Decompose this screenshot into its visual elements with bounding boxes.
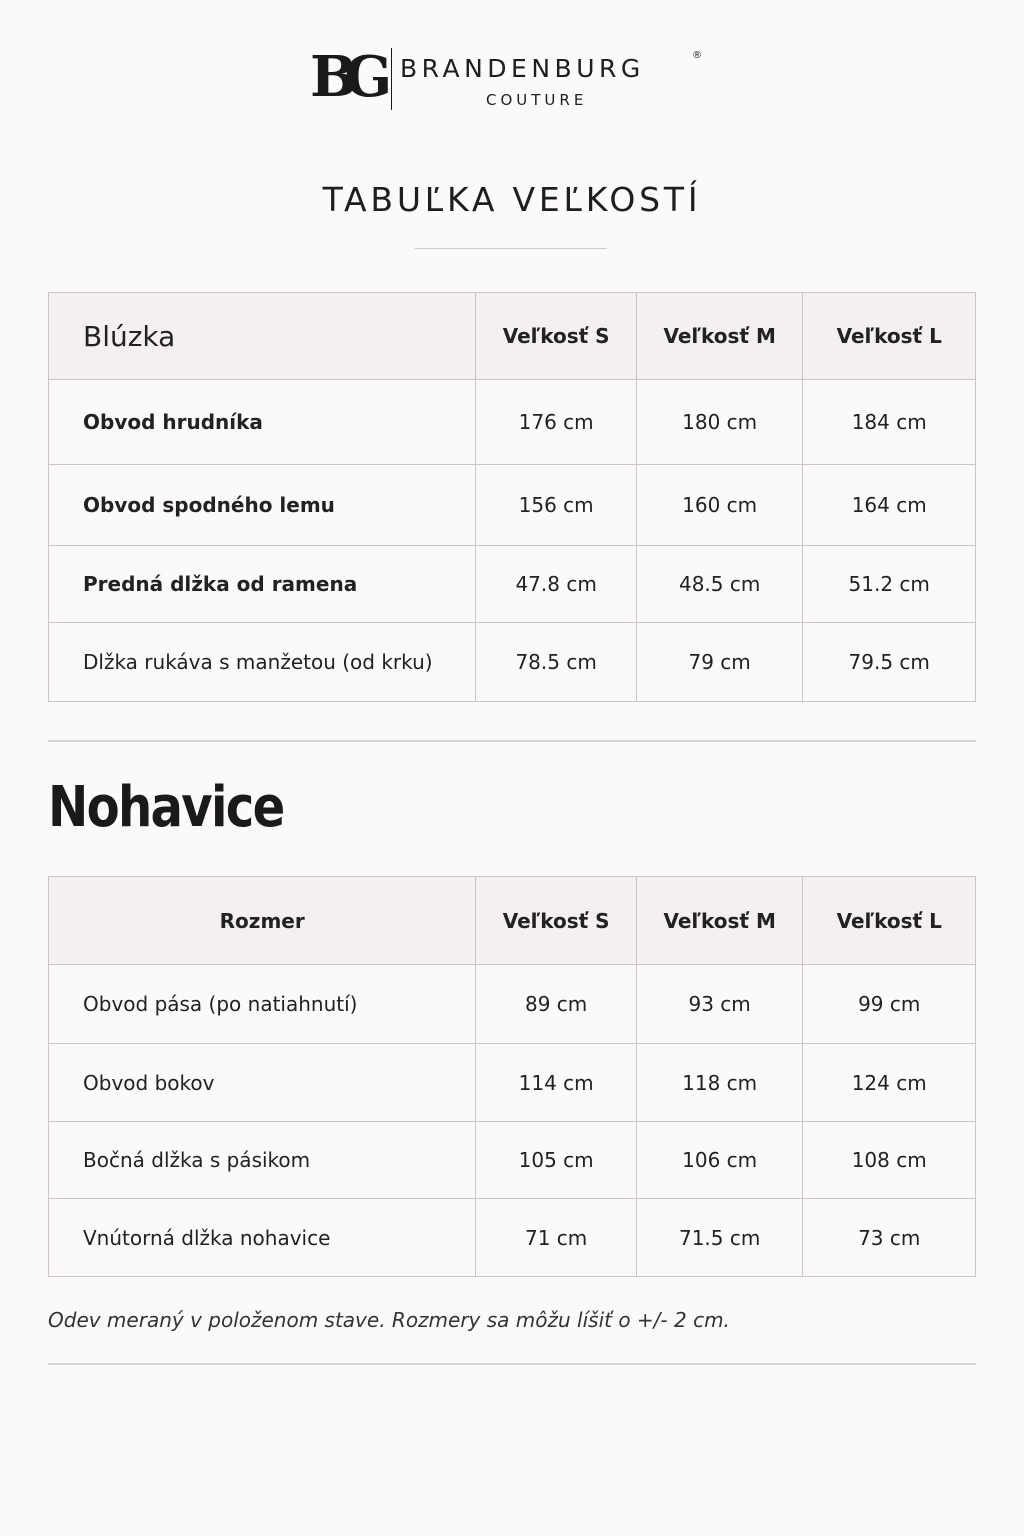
value-cell-m: 71.5 cm [636,1199,803,1277]
row-label: Vnútorná dlžka nohavice [49,1199,476,1277]
registered-mark: ® [692,50,702,61]
value-cell-m: 79 cm [636,623,803,702]
value-cell-m: 93 cm [636,965,803,1044]
row-label: Obvod spodného lemu [49,465,476,546]
value-cell-s: 176 cm [476,380,637,465]
row-label: Obvod hrudníka [49,380,476,465]
table-row [49,1199,976,1277]
value-cell-l: 108 cm [803,1122,976,1199]
table-row [49,465,976,546]
value-cell-s: 78.5 cm [476,623,637,702]
brand-logo [0,44,1024,114]
table-row [49,546,976,623]
value-cell-m: 118 cm [636,1044,803,1122]
size-m-header: Veľkosť M [636,293,803,380]
value-cell-l: 184 cm [803,380,976,465]
value-cell-s: 105 cm [476,1122,637,1199]
brand-monogram: BG [310,44,379,110]
trousers-heading: Nohavice [48,775,284,840]
page-title: TABUĽKA VEĽKOSTÍ [322,180,702,219]
table-row [49,623,976,702]
value-cell-s: 114 cm [476,1044,637,1122]
table-row [49,1122,976,1199]
size-m-header: Veľkosť M [636,877,803,965]
bottom-divider [48,1363,976,1365]
section-divider [48,740,976,742]
dimension-header: Rozmer [49,877,476,965]
value-cell-m: 160 cm [636,465,803,546]
value-cell-s: 156 cm [476,465,637,546]
value-cell-l: 124 cm [803,1044,976,1122]
value-cell-l: 79.5 cm [803,623,976,702]
size-s-header: Veľkosť S [476,293,637,380]
value-cell-s: 89 cm [476,965,637,1044]
brand-subname: COUTURE [486,91,588,109]
trousers-size-table [48,876,976,1277]
row-label: Dlžka rukáva s manžetou (od krku) [49,623,476,702]
row-label: Predná dlžka od ramena [49,546,476,623]
trousers-header-row [49,877,976,965]
size-l-header: Veľkosť L [803,877,976,965]
title-underline [415,248,607,249]
measurement-note: Odev meraný v položenom stave. Rozmery sa môžu líšiť o +/- 2 cm. [48,1308,730,1332]
blouse-size-table [48,292,976,702]
row-label: Obvod bokov [49,1044,476,1122]
value-cell-l: 51.2 cm [803,546,976,623]
blouse-title-cell: Blúzka [49,293,476,380]
row-label: Bočná dlžka s pásikom [49,1122,476,1199]
table-row [49,380,976,465]
row-label: Obvod pása (po natiahnutí) [49,965,476,1044]
value-cell-l: 99 cm [803,965,976,1044]
size-s-header: Veľkosť S [476,877,637,965]
value-cell-s: 71 cm [476,1199,637,1277]
value-cell-l: 73 cm [803,1199,976,1277]
size-l-header: Veľkosť L [803,293,976,380]
value-cell-m: 180 cm [636,380,803,465]
brand-name: BRANDENBURG [400,54,645,83]
value-cell-m: 48.5 cm [636,546,803,623]
value-cell-s: 47.8 cm [476,546,637,623]
table-row [49,965,976,1044]
blouse-header-row [49,293,976,380]
value-cell-l: 164 cm [803,465,976,546]
logo-divider [391,48,392,110]
table-row [49,1044,976,1122]
value-cell-m: 106 cm [636,1122,803,1199]
